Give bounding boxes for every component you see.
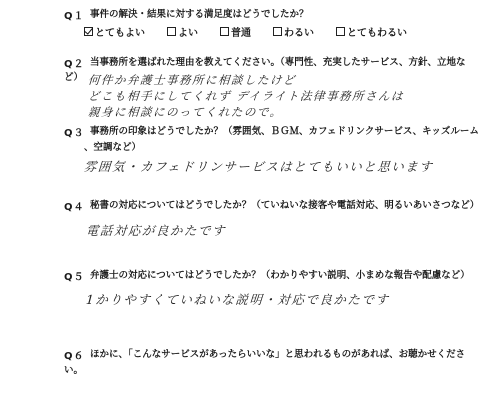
handwritten-answer-line: どこも相手にしてくれず デイライト法律事務所さんは [87,89,405,103]
option-very-good[interactable]: とてもよい [84,24,145,39]
question-number: Q４ [64,202,85,213]
handwritten-answer-line: 親身に相談にのってくれたので。 [87,105,284,119]
question-text: 秘書の対応についてはどうでしたか？（ていねいな接客や電話対応、明るいあいさつなど） [90,200,480,211]
checkbox-icon[interactable] [336,27,345,36]
question-number: Q１ [64,11,85,22]
question-text: 弁護士の対応についてはどうでしたか？（わかりやすい説明、小まめな報告や配慮など） [90,270,470,281]
handwritten-answer-line: 1かりやすくていねいな説明・対応で良かたです [85,292,390,307]
handwritten-answer-line: 何件か弁護士事務所に相談したけど [87,73,297,87]
checked-box-icon[interactable] [84,27,93,36]
question-number: Q２ [64,59,85,70]
checkbox-icon[interactable] [220,27,229,36]
question-text: 当事務所を選ばれた理由を教えてください。（専門性、充実したサービス、方針、立地な [90,57,466,68]
option-good[interactable]: よい [167,24,198,39]
rating-options [84,24,407,39]
question-text: 事件の解決・結果に対する満足度はどうでしたか？ [90,9,309,20]
question-number: Q３ [64,128,85,139]
checkbox-icon[interactable] [167,27,176,36]
option-very-bad[interactable]: とてもわるい [336,24,407,39]
checkbox-icon[interactable] [273,27,282,36]
question-number: Q６ [64,351,85,362]
option-normal[interactable]: 普通 [220,24,251,39]
question-text-cont: ど） [64,72,84,83]
question-text: ほかに、「こんなサービスがあったらいいな」と思われるものがあれば、お聴かせくださ [90,349,466,360]
question-text-cont: い。 [64,365,84,376]
handwritten-answer-line: 電話対応が良かたです [85,223,227,238]
question-number: Q５ [64,272,85,283]
question-text: 事務所の印象はどうでしたか？（雰囲気、ＢＧＭ、カフェドリンクサービス、キッズルーム [90,126,479,137]
handwritten-answer-line: 雰囲気・カフェドリンサービスはとてもいいと思います [83,159,434,174]
question-text-cont: 、空調など） [84,142,142,153]
option-bad[interactable]: わるい [273,24,314,39]
